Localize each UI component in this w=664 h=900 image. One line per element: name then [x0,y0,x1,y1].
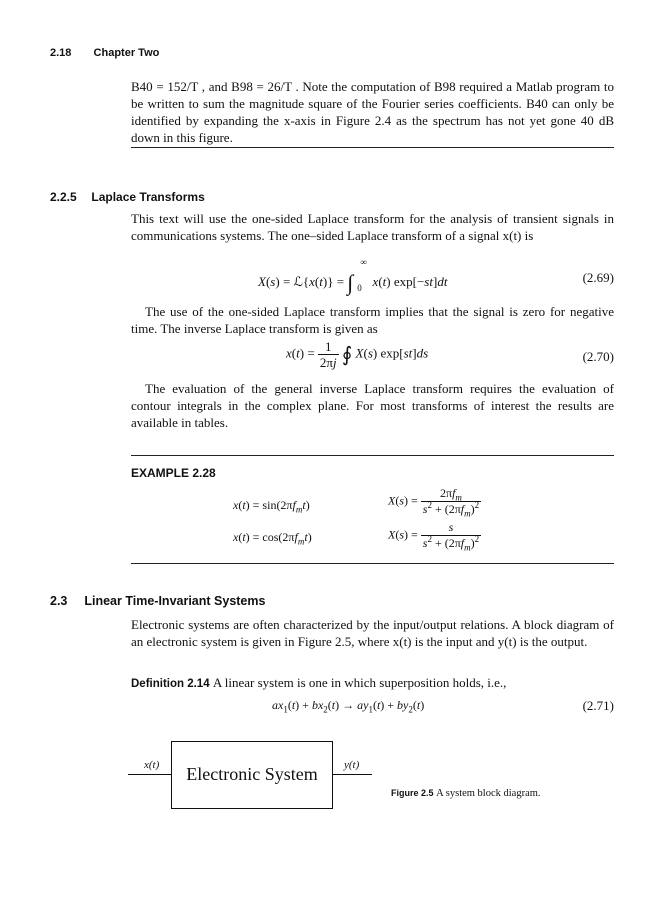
paragraph [131,210,614,244]
equation-2-71: $ax_1(t) + bx_2(t) \to ay_1(t) + by_2(t)$ [272,698,425,715]
equation-number: (2.71) [582,698,614,713]
example-label: EXAMPLE 2.28 [131,466,216,480]
example-transform-sin: X(s) = $\frac{2\pi f_m}{s^2 + (2\pi f_m)^2}$ [388,486,480,519]
definition-text: A linear system is one in which superposition holds, i.e., [212,675,507,690]
definition-label: Definition 2.14 [131,678,210,690]
caption-text: A system block diagram. [436,788,541,799]
paragraph-text: The use of the one-sided Laplace transform implies that the signal is zero for negative time. The inverse Laplace transform is given as [131,304,614,336]
top-paragraph [131,78,614,146]
caption-label: Figure 2.5 [391,788,434,798]
chapter-title: Chapter Two [93,47,160,59]
divider [131,563,614,564]
section-heading-2-3 [50,594,265,608]
figure-caption [391,787,551,800]
section-number: 2.3 [50,594,68,608]
page-number: 2.18 [50,47,72,59]
paragraph-text: Electronic systems are often characterized by the input/output relations. A block diagram of an electronic system is given in Figure 2.5, where x(t) is the input and y(t) is the output. [131,617,614,649]
output-line [332,774,372,775]
definition [131,675,506,691]
paragraph [131,616,614,650]
equation-2-70: x(t) = $\frac{1}{2\pi j}$ ∮ X(s) exp[st]ds [286,339,429,370]
running-header [50,47,159,59]
section-title: Laplace Transforms [91,190,205,204]
input-label: x(t) [144,759,160,771]
paragraph [131,380,614,431]
divider [131,455,614,456]
equation-number: (2.70) [582,349,614,364]
input-line [128,774,172,775]
paragraph [131,303,614,337]
example-equation-cos: $x(t) = \cos(2\pi f_mt)$ [233,530,312,547]
paragraph-text: The evaluation of the general inverse Laplace transform requires the evaluation of contour integrals in the complex plane. For most transforms of interest the results are available in tables. [131,381,614,430]
section-title: Linear Time-Invariant Systems [84,594,266,608]
system-block-label: Electronic System [186,764,318,784]
example-equation-sin: $x(t) = \sin(2\pi f_mt)$ [233,498,310,515]
section-heading-2-2-5 [50,190,205,204]
equation-2-69: X(s) = ℒ{x(t)} = ∫ ∞ 0 x(t) exp[−st]dt [258,257,448,295]
equation-number: (2.69) [582,270,614,285]
section-number: 2.2.5 [50,190,77,204]
divider [131,147,614,148]
example-transform-cos: X(s) = $\frac{s}{s^2 + (2\pi f_m)^2}$ [388,520,480,553]
paragraph-text: This text will use the one-sided Laplace transform for the analysis of transient signals in communications systems. The one–sided Laplace transform of a signal x(t) is [131,211,614,243]
output-label: y(t) [344,759,360,771]
top-paragraph-text: B40 = 152/T , and B98 = 26/T . Note the computation of B98 required a Matlab program to be written to sum the magnitude square of the Fourier series coefficients. B40 can only be identified by expanding the x-axis in Figure 2.4 as the spectrum has not yet gone 40 dB down in this figure. [131,79,614,145]
